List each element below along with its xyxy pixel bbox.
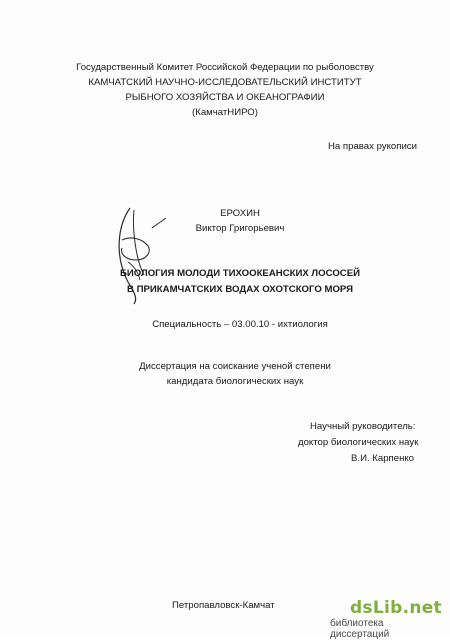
watermark-logo: dsLib.net — [349, 598, 442, 618]
advisor-degree: доктор биологических наук — [298, 437, 419, 448]
degree-line2: кандидата биологических наук — [166, 376, 304, 387]
city: Петропавловск-Камчат — [172, 600, 275, 611]
header-institute-cont: РЫБНОГО ХОЗЯЙСТВА И ОКЕАНОГРАФИИ — [125, 92, 325, 103]
header-ministry: Государственный Комитет Российской Федерации по рыболовству — [76, 62, 374, 73]
dslib-watermark — [330, 596, 450, 640]
specialty: Специальность – 03.00.10 - ихтиология — [152, 319, 328, 330]
header-abbrev: (КамчатНИРО) — [192, 107, 258, 118]
header-institute: КАМЧАТСКИЙ НАУЧНО-ИССЛЕДОВАТЕЛЬСКИЙ ИНСТИТУТ — [88, 77, 362, 88]
advisor-label: Научный руководитель: — [310, 421, 416, 432]
degree-line1: Диссертация на соискание ученой степени — [139, 361, 331, 372]
author-surname: ЕРОХИН — [220, 208, 260, 219]
advisor-name: В.И. Карпенко — [351, 453, 415, 464]
watermark-subtitle: библиотека диссертаций — [330, 618, 390, 640]
manuscript-note: На правах рукописи — [328, 141, 417, 152]
author-name: Виктор Григорьевич — [195, 223, 285, 234]
dissertation-title-line1: БИОЛОГИЯ МОЛОДИ ТИХООКЕАНСКИХ ЛОСОСЕЙ — [119, 268, 361, 279]
dissertation-title-line2: В ПРИКАМЧАТСКИХ ВОДАХ ОХОТСКОГО МОРЯ — [127, 284, 353, 295]
